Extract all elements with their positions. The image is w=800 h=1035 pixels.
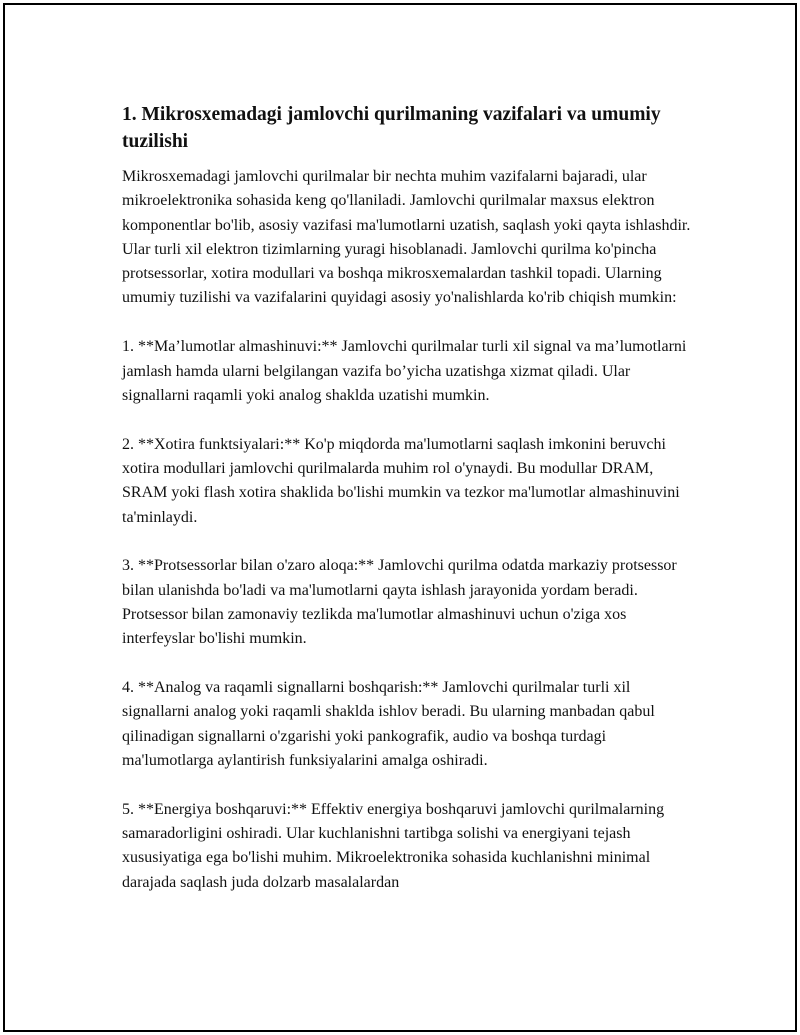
paragraph-signal-control: 4. **Analog va raqamli signallarni boshqarish:** Jamlovchi qurilmalar turli xil signallarni analog yoki raqamli shaklda ishlov beradi. Bu ularning manbadan qabul qilinadigan signallarni o'zgarishi yoki pankografik, audio va boshqa turdagi ma'lumotlarga aylantirish funksiyalarini amalga oshiradi.	[122, 679, 655, 769]
page-frame	[3, 3, 797, 1032]
paragraph-memory-functions: 2. **Xotira funktsiyalari:** Ko'p miqdorda ma'lumotlarni saqlash imkonini beruvchi xotira modullari jamlovchi qurilmalarda muhim rol o'ynaydi. Bu modullar DRAM, SRAM yoki flash xotira shaklida bo'lishi mumkin va tezkor ma'lumotlar almashinuvini ta'minlaydi.	[122, 435, 680, 526]
paragraph-energy-management: 5. **Energiya boshqaruvi:** Effektiv energiya boshqaruvi jamlovchi qurilmalarning samaradorligini oshiradi. Ular kuchlanishni tartibga solishi va energiyani tejash xususiyatiga ega bo'lishi muhim. Mikroelektronika sohasida kuchlanishni minimal darajada saqlash juda dolzarb masalalardan	[122, 800, 665, 891]
paragraph-data-exchange: 1. **Ma’lumotlar almashinuvi:** Jamlovchi qurilmalar turli xil signal va ma’lumotlarni jamlash hamda ularni belgilangan vazifa bo’yicha uzatishga xizmat qiladi. Ular signallarni raqamli yoki analog shaklda uzatishi mumkin.	[122, 338, 687, 404]
document-body	[122, 101, 694, 895]
section-title: 1. Mikrosxemadagi jamlovchi qurilmaning vazifalari va umumiy tuzilishi	[122, 104, 661, 152]
intro-paragraph: Mikrosxemadagi jamlovchi qurilmalar bir nechta muhim vazifalarni bajaradi, ular mikroelektronika sohasida keng qo'llaniladi. Jamlovchi qurilmalar maxsus elektron komponentlar bo'lib, asosiy vazifasi ma'lumotlarni uzatish, saqlash yoki qayta ishlashdir. Ular turli xil elektron tizimlarning yuragi hisoblanadi. Jamlovchi qurilma ko'pincha protsessorlar, xotira modullari va boshqa mikrosxemalardan tashkil topadi. Ularning umumiy tuzilishi va vazifalarini quyidagi asosiy yo'nalishlarda ko'rib chiqish mumkin:	[122, 168, 691, 307]
paragraph-processor-interaction: 3. **Protsessorlar bilan o'zaro aloqa:** Jamlovchi qurilma odatda markaziy protsessor bilan ulanishda bo'ladi va ma'lumotlarni qayta ishlash jarayonida yordam beradi. Protsessor bilan zamonaviy tezlikda ma'lumotlar almashinuvi uchun o'ziga xos interfeyslar bo'lishi mumkin.	[122, 557, 677, 648]
